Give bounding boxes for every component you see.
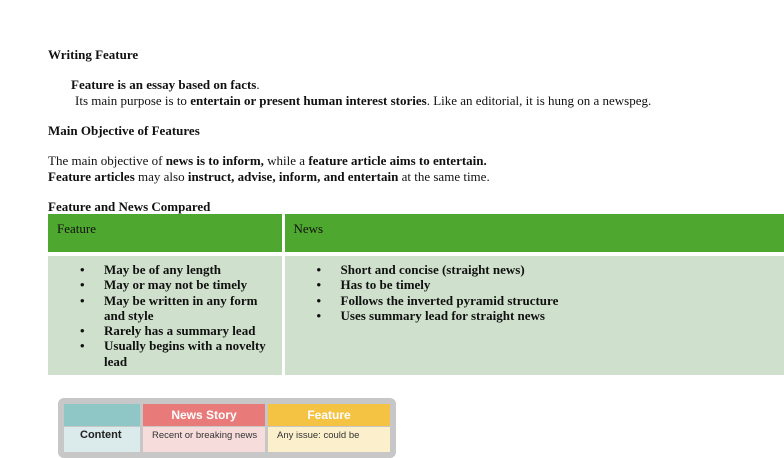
list-item: • May be of any length bbox=[104, 262, 280, 277]
feature-cell bbox=[48, 256, 283, 375]
purpose-post: . Like an editorial, it is hung on a newspeg. bbox=[427, 93, 652, 108]
objective-pre: The main objective of bbox=[48, 153, 166, 168]
mini-header-feature: Feature bbox=[268, 404, 390, 426]
list-item: • Has to be timely bbox=[341, 277, 784, 292]
mini-cell-feature-content: Any issue: could be bbox=[268, 427, 390, 452]
mini-header-news-story: News Story bbox=[143, 404, 265, 426]
embedded-comparison-image bbox=[58, 398, 396, 458]
comparison-header-row bbox=[48, 214, 784, 252]
list-item: • Rarely has a summary lead bbox=[104, 323, 280, 338]
list-item: • May be written in any form and style bbox=[104, 293, 280, 324]
purpose-pre: Its main purpose is to bbox=[75, 93, 190, 108]
header-feature: Feature bbox=[48, 214, 283, 252]
feature-purpose bbox=[75, 93, 651, 109]
objective2-post: at the same time. bbox=[398, 169, 489, 184]
mini-header-blank bbox=[64, 404, 140, 426]
objective-bold-news: news is to inform, bbox=[166, 153, 264, 168]
feature-list bbox=[48, 262, 280, 369]
news-cell bbox=[283, 256, 784, 375]
mini-row-label-content: Content bbox=[64, 427, 140, 452]
definition-end: . bbox=[256, 77, 259, 92]
list-item: • Usually begins with a novelty lead bbox=[104, 338, 280, 369]
list-item: • Uses summary lead for straight news bbox=[341, 308, 784, 323]
comparison-body-row bbox=[48, 256, 784, 375]
definition-bold: Feature is an essay based on facts bbox=[71, 77, 256, 92]
objective-line-2 bbox=[48, 169, 490, 185]
objective2-bold-verbs: instruct, advise, inform, and entertain bbox=[188, 169, 399, 184]
list-item: • May or may not be timely bbox=[104, 277, 280, 292]
feature-definition bbox=[71, 77, 260, 93]
objective2-bold-articles: Feature articles bbox=[48, 169, 135, 184]
section-heading-main-objective: Main Objective of Features bbox=[48, 123, 200, 139]
section-heading-writing-feature: Writing Feature bbox=[48, 47, 138, 63]
objective-bold-feature: feature article aims to entertain. bbox=[308, 153, 486, 168]
purpose-bold: entertain or present human interest stories bbox=[190, 93, 427, 108]
list-item: • Short and concise (straight news) bbox=[341, 262, 784, 277]
comparison-table bbox=[48, 214, 784, 375]
objective2-mid: may also bbox=[135, 169, 188, 184]
objective-line-1 bbox=[48, 153, 487, 169]
mini-cell-news-content: Recent or breaking news bbox=[143, 427, 265, 452]
header-news: News bbox=[283, 214, 784, 252]
section-heading-comparison: Feature and News Compared bbox=[48, 199, 210, 215]
list-item: • Follows the inverted pyramid structure bbox=[341, 293, 784, 308]
news-list bbox=[285, 262, 784, 323]
objective-mid: while a bbox=[264, 153, 308, 168]
